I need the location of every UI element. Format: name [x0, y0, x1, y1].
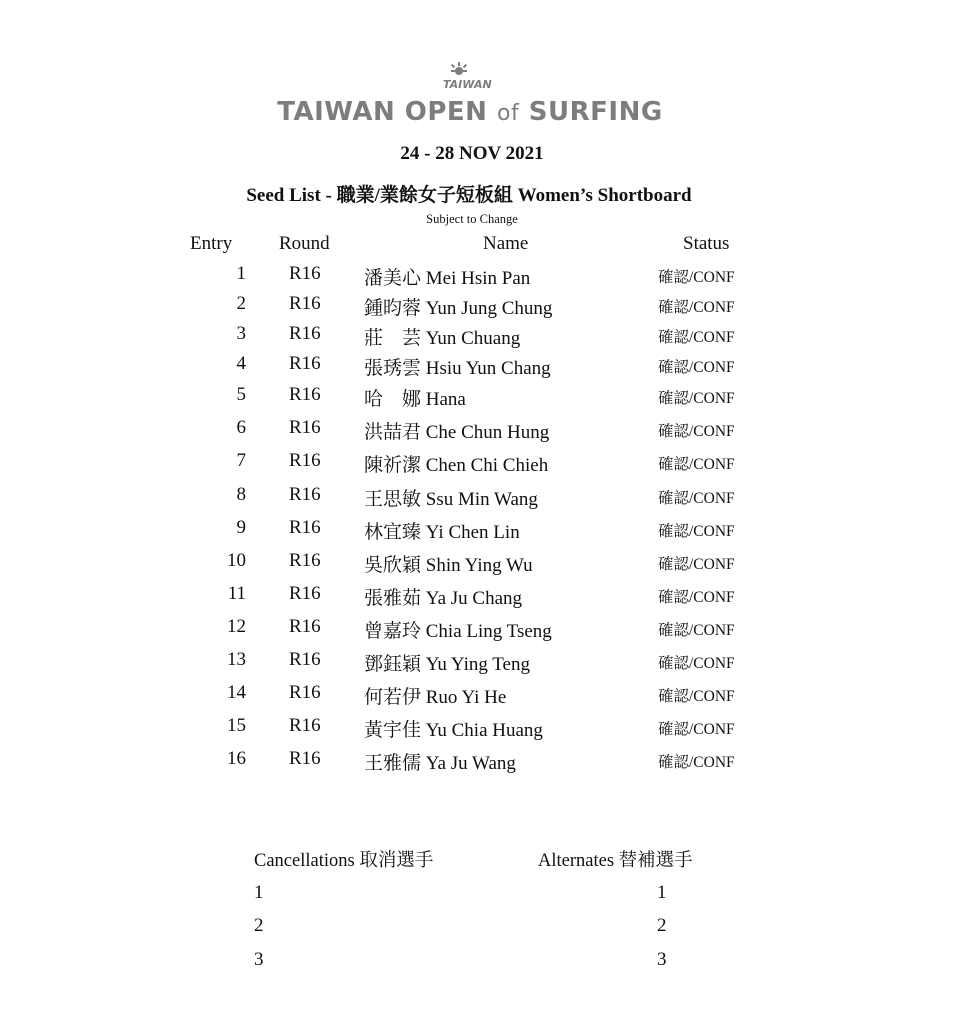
status-cell: 確認/CONF	[658, 556, 735, 573]
status-cell: 確認/CONF	[658, 754, 735, 771]
round-cell: R16	[289, 649, 321, 670]
status-cell: 確認/CONF	[658, 655, 735, 672]
table-row	[0, 583, 954, 613]
event-logo-mark	[437, 62, 499, 92]
name-cell: 哈 娜 Hana	[364, 389, 466, 410]
entry-cell: 8	[236, 484, 246, 505]
name-cell: 鄧鈺穎 Yu Ying Teng	[364, 654, 530, 675]
status-cell: 確認/CONF	[658, 423, 735, 440]
round-cell: R16	[289, 417, 321, 438]
column-header-entry: Entry	[190, 233, 233, 254]
entry-cell: 5	[236, 384, 246, 405]
entry-cell: 16	[227, 748, 246, 769]
cancellation-slot: 3	[254, 949, 264, 970]
entry-cell: 3	[236, 323, 246, 344]
status-cell: 確認/CONF	[658, 589, 735, 606]
table-row	[0, 384, 954, 414]
round-cell: R16	[289, 550, 321, 571]
sun-logo-icon	[437, 62, 499, 92]
status-cell: 確認/CONF	[658, 329, 735, 346]
cancellations-heading: Cancellations 取消選手	[254, 851, 434, 871]
name-cell: 鍾昀蓉 Yun Jung Chung	[364, 298, 553, 319]
entry-cell: 2	[236, 293, 246, 314]
event-title-logo	[270, 97, 670, 127]
name-cell: 陳祈潔 Chen Chi Chieh	[364, 455, 549, 476]
name-cell: 莊 芸 Yun Chuang	[364, 328, 521, 349]
entry-cell: 10	[227, 550, 246, 571]
table-row	[0, 417, 954, 447]
cancellation-slot: 2	[254, 915, 264, 936]
status-cell: 確認/CONF	[658, 299, 735, 316]
status-cell: 確認/CONF	[658, 269, 735, 286]
round-cell: R16	[289, 748, 321, 769]
table-row	[0, 748, 954, 778]
column-header-status: Status	[683, 233, 730, 254]
column-header-name: Name	[483, 233, 529, 254]
column-header-round: Round	[279, 233, 330, 254]
table-row	[0, 550, 954, 580]
logo-title-main: TAIWAN OPEN	[277, 97, 488, 127]
entry-cell: 11	[227, 583, 246, 604]
round-cell: R16	[289, 293, 321, 314]
table-row	[0, 484, 954, 514]
document-subtitle: Subject to Change	[426, 212, 518, 226]
logo-title-end: SURFING	[528, 97, 663, 127]
logo-title-of: of	[497, 101, 520, 126]
status-cell: 確認/CONF	[658, 622, 735, 639]
entry-cell: 1	[236, 263, 246, 284]
status-cell: 確認/CONF	[658, 390, 735, 407]
table-row	[0, 616, 954, 646]
entry-cell: 13	[227, 649, 246, 670]
status-cell: 確認/CONF	[658, 490, 735, 507]
name-cell: 洪喆君 Che Chun Hung	[364, 422, 550, 443]
status-cell: 確認/CONF	[658, 721, 735, 738]
table-row	[0, 517, 954, 547]
status-cell: 確認/CONF	[658, 523, 735, 540]
table-row	[0, 293, 954, 323]
alternate-slot: 1	[657, 882, 667, 903]
document-title: Seed List - 職業/業餘女子短板組 Women’s Shortboard	[246, 185, 692, 206]
entry-cell: 7	[236, 450, 246, 471]
table-row	[0, 715, 954, 745]
alternate-slot: 2	[657, 915, 667, 936]
entry-cell: 9	[236, 517, 246, 538]
event-dates: 24 - 28 NOV 2021	[400, 143, 544, 164]
name-cell: 何若伊 Ruo Yi He	[364, 687, 507, 708]
name-cell: 林宜臻 Yi Chen Lin	[364, 522, 520, 543]
alternate-slot: 3	[657, 949, 667, 970]
name-cell: 張雅茹 Ya Ju Chang	[364, 588, 523, 609]
name-cell: 潘美心 Mei Hsin Pan	[364, 268, 531, 289]
table-row	[0, 323, 954, 353]
alternates-heading: Alternates 替補選手	[538, 851, 693, 871]
round-cell: R16	[289, 263, 321, 284]
status-cell: 確認/CONF	[658, 688, 735, 705]
table-row	[0, 649, 954, 679]
round-cell: R16	[289, 323, 321, 344]
name-cell: 黃宇佳 Yu Chia Huang	[364, 720, 543, 741]
entry-cell: 4	[236, 353, 246, 374]
round-cell: R16	[289, 517, 321, 538]
name-cell: 王雅儒 Ya Ju Wang	[364, 753, 516, 774]
name-cell: 張琇雲 Hsiu Yun Chang	[364, 358, 551, 379]
cancellation-slot: 1	[254, 882, 264, 903]
entry-cell: 14	[227, 682, 246, 703]
round-cell: R16	[289, 682, 321, 703]
round-cell: R16	[289, 450, 321, 471]
round-cell: R16	[289, 353, 321, 374]
logo-wordmark: TAIWAN	[443, 78, 492, 91]
round-cell: R16	[289, 616, 321, 637]
round-cell: R16	[289, 484, 321, 505]
entry-cell: 6	[236, 417, 246, 438]
table-row	[0, 263, 954, 293]
round-cell: R16	[289, 583, 321, 604]
status-cell: 確認/CONF	[658, 359, 735, 376]
entry-cell: 12	[227, 616, 246, 637]
name-cell: 吳欣穎 Shin Ying Wu	[364, 555, 533, 576]
round-cell: R16	[289, 384, 321, 405]
status-cell: 確認/CONF	[658, 456, 735, 473]
round-cell: R16	[289, 715, 321, 736]
table-row	[0, 353, 954, 383]
entry-cell: 15	[227, 715, 246, 736]
name-cell: 曾嘉玲 Chia Ling Tseng	[364, 621, 552, 642]
table-row	[0, 682, 954, 712]
name-cell: 王思敏 Ssu Min Wang	[364, 489, 538, 510]
table-row	[0, 450, 954, 480]
